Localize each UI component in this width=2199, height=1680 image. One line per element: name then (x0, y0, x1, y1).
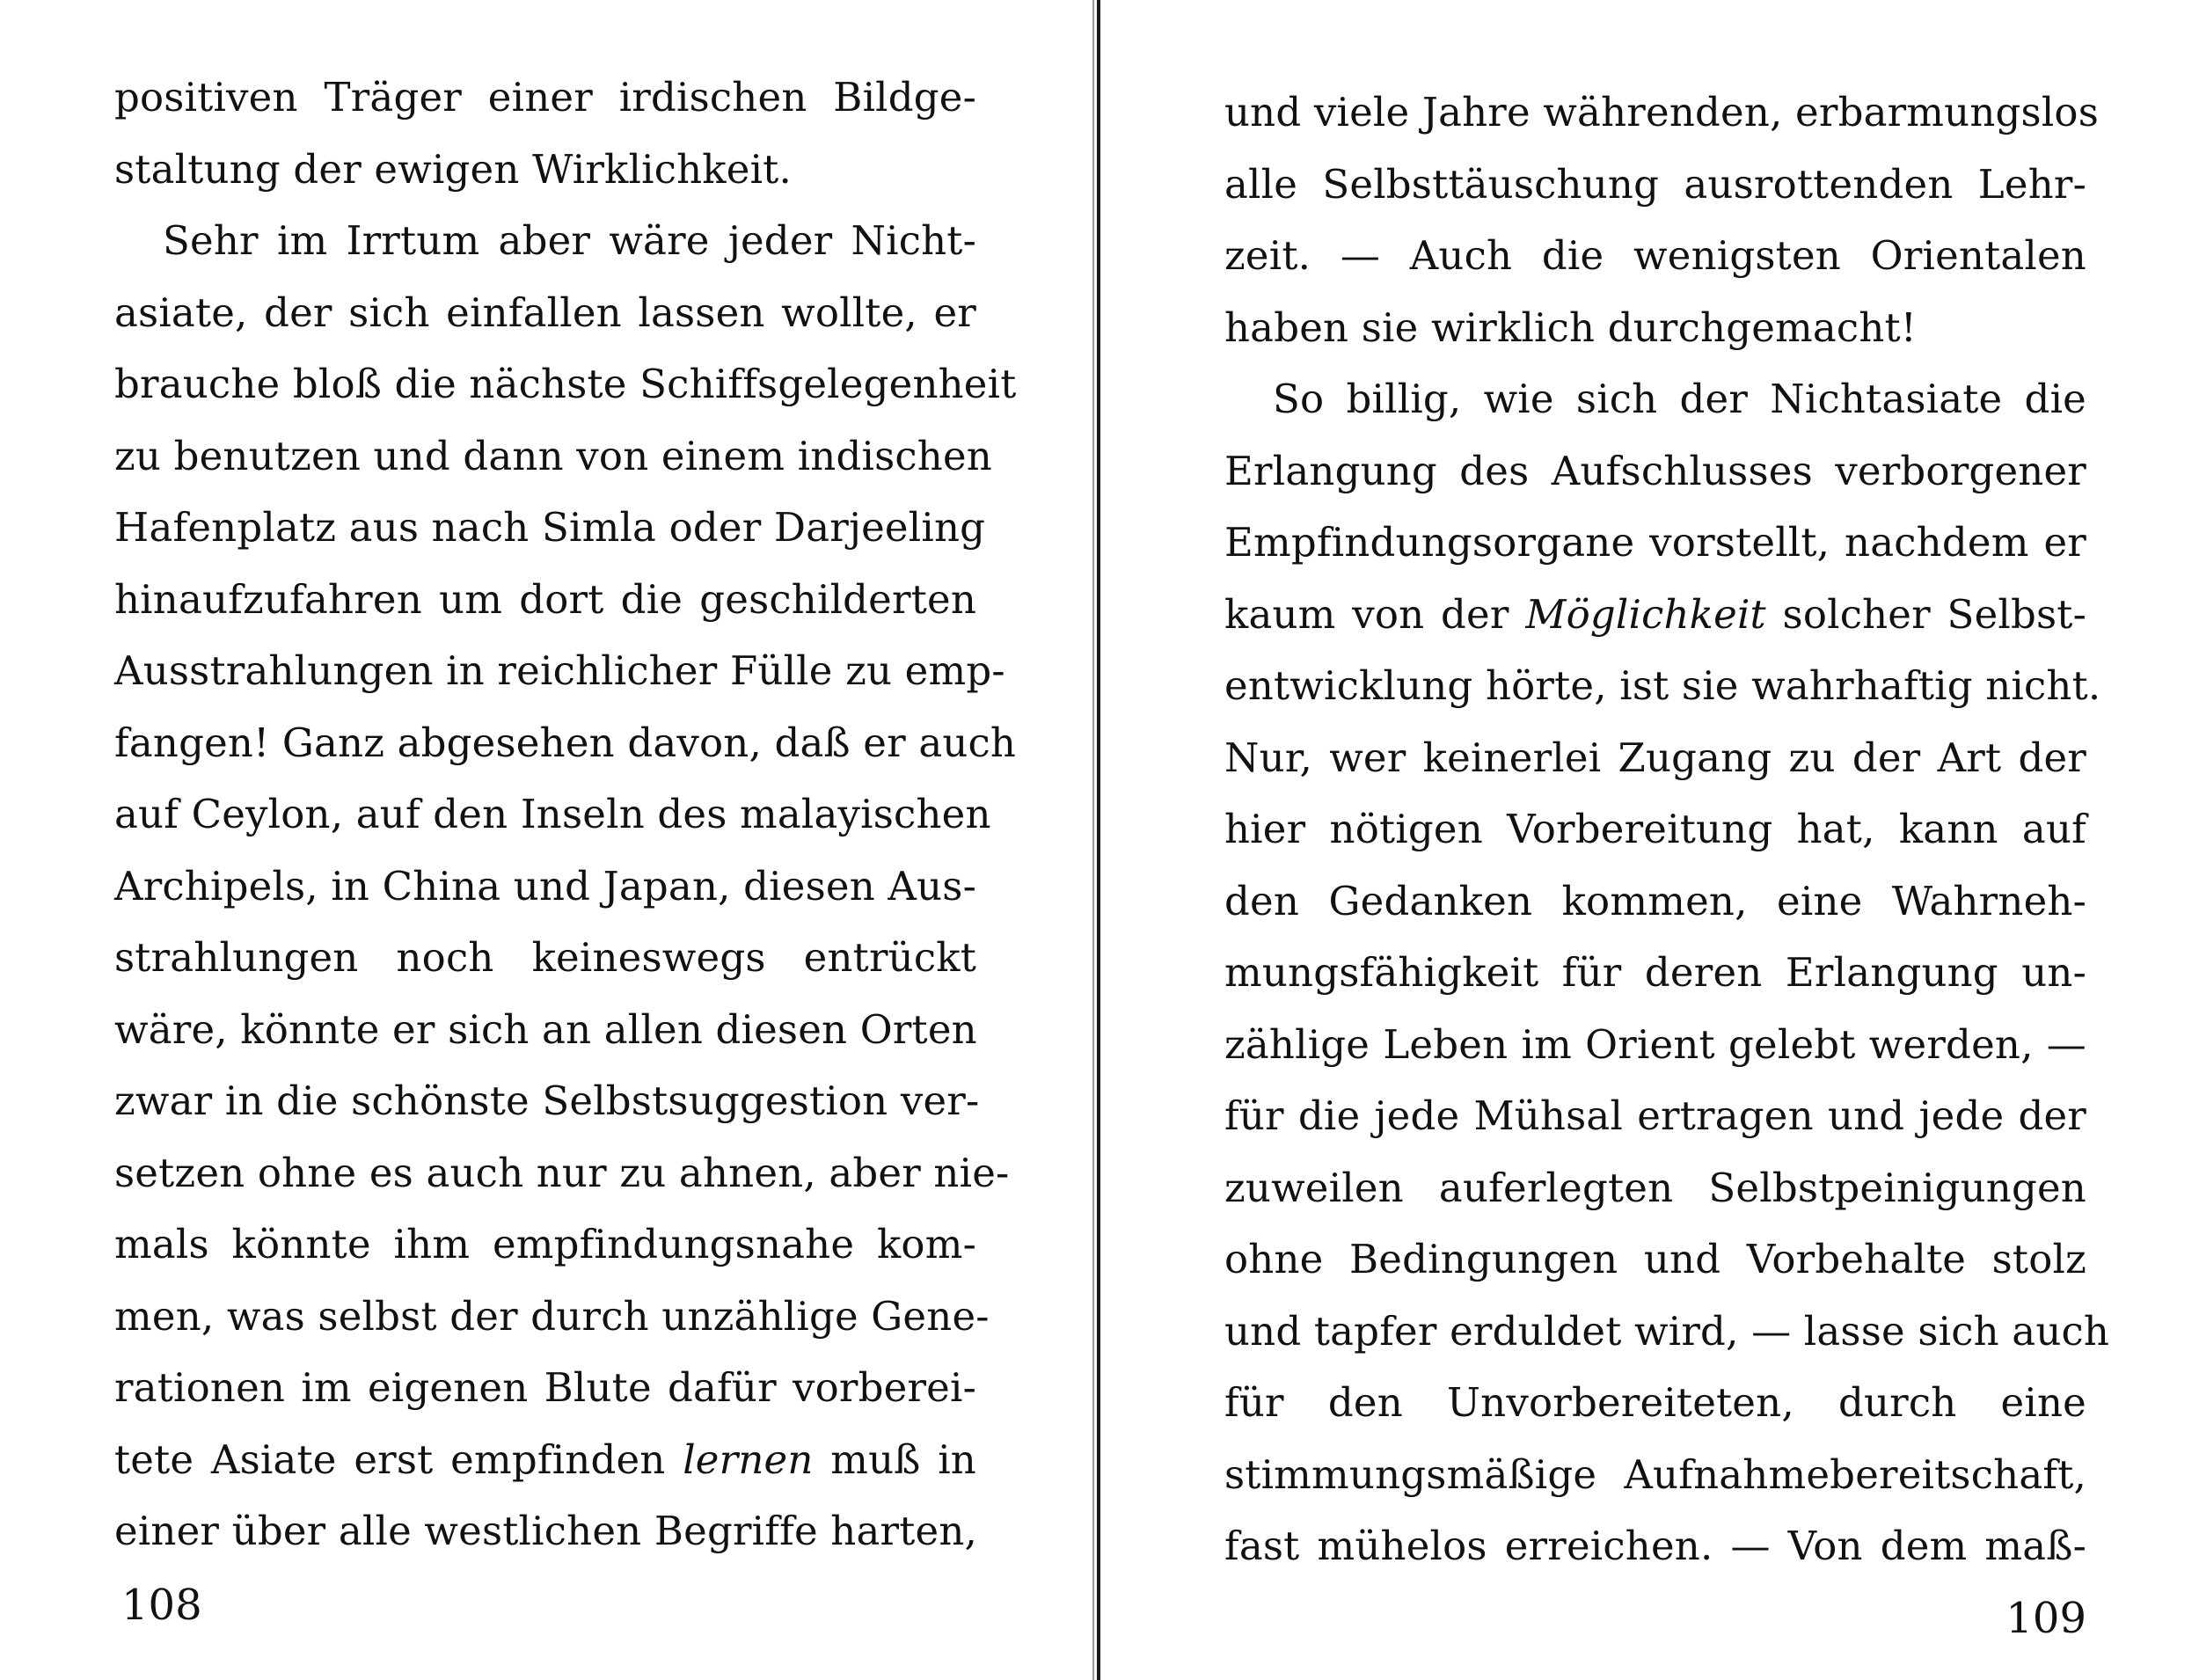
text-line: Archipels, in China und Japan, diesen Aus- (114, 862, 976, 909)
text-line: zählige Leben im Orient gelebt werden, — (1224, 1020, 2086, 1068)
text-line: mungsfähigkeit für deren Erlangung un- (1224, 949, 2086, 996)
text-line: Ausstrahlungen in reichlicher Fülle zu emp- (114, 647, 1005, 694)
gutter-shadow (1092, 0, 1094, 1680)
text-line: für den Unvorbereiteten, durch eine (1224, 1379, 2086, 1426)
text-line: Nur, wer keinerlei Zugang zu der Art der (1224, 734, 2086, 781)
text-line: hier nötigen Vorbereitung hat, kann auf (1224, 806, 2086, 852)
page-number-right: 109 (2005, 1594, 2086, 1643)
text-line: zuweilen auferlegten Selbstpeinigungen (1224, 1164, 2086, 1211)
emphasized-word: Möglichkeit (1525, 590, 1766, 638)
page-number-left: 108 (121, 1581, 202, 1630)
text-line: auf Ceylon, auf den Inseln des malayischen (114, 791, 991, 837)
text-line: Empfindungsorgane vorstellt, nachdem er (1224, 519, 2086, 566)
text-line-segment: tete Asiate erst empfinden (114, 1435, 683, 1483)
text-line: entwicklung hörte, ist sie wahrhaftig nicht. (1224, 662, 2101, 709)
text-line-segment: muß in (813, 1435, 976, 1483)
text-line: ohne Bedingungen und Vorbehalte stolz (1224, 1236, 2086, 1282)
text-line: stimmungsmäßige Aufnahmebereitschaft, (1224, 1450, 2086, 1498)
text-line (1224, 588, 2086, 642)
text-line: positiven Träger einer irdischen Bildge- (114, 74, 976, 121)
text-line: alle Selbsttäuschung ausrottenden Lehr- (1224, 160, 2086, 208)
text-line: einer über alle westlichen Begriffe harten, (114, 1508, 978, 1554)
text-line: zeit. — Auch die wenigsten Orientalen (1224, 232, 2086, 279)
text-line: strahlungen noch keineswegs entrückt (114, 934, 976, 981)
text-line: rationen im eigenen Blute dafür vorberei- (114, 1364, 976, 1411)
text-line-segment: kaum von der (1224, 590, 1526, 638)
text-line: wäre, könnte er sich an allen diesen Orten (114, 1005, 977, 1053)
text-line: zu benutzen und dann von einem indischen (114, 432, 992, 479)
text-line: Erlangung des Aufschlusses verborgener (1224, 447, 2086, 494)
text-line: men, was selbst der durch unzählige Gene- (114, 1292, 990, 1340)
text-line: Sehr im Irrtum aber wäre jeder Nicht- (163, 217, 976, 264)
text-line: für die jede Mühsal ertragen und jede der (1224, 1092, 2086, 1139)
text-line: haben sie wirklich durchgemacht! (1224, 303, 1918, 351)
text-line: und viele Jahre währenden, erbarmungslos (1224, 89, 2100, 135)
text-line: hinaufzufahren um dort die geschilderten (114, 575, 976, 623)
text-line: zwar in die schönste Selbstsuggestion ver- (114, 1077, 980, 1124)
text-line: Hafenplatz aus nach Simla oder Darjeeling (114, 504, 986, 551)
text-line: fangen! Ganz abgesehen davon, daß er auch (114, 719, 1017, 766)
text-line: brauche bloß die nächste Schiffsgelegenheit (114, 361, 1017, 407)
text-line: So billig, wie sich der Nichtasiate die (1273, 376, 2086, 422)
text-line-segment: solcher Selbst- (1765, 590, 2086, 638)
text-line: fast mühelos erreichen. — Von dem maß- (1224, 1523, 2086, 1569)
emphasized-word: lernen (683, 1435, 814, 1483)
text-line: mals könnte ihm empfindungsnahe kom- (114, 1221, 976, 1267)
book-gutter-line (1097, 0, 1100, 1680)
text-line: und tapfer erduldet wird, — lasse sich auch (1224, 1307, 2110, 1355)
text-line: den Gedanken kommen, eine Wahrneh- (1224, 877, 2086, 924)
text-line: staltung der ewigen Wirklichkeit. (114, 145, 792, 193)
text-line (114, 1433, 976, 1487)
text-line: setzen ohne es auch nur zu ahnen, aber nie- (114, 1149, 1010, 1196)
text-line: asiate, der sich einfallen lassen wollte, er (114, 289, 976, 336)
